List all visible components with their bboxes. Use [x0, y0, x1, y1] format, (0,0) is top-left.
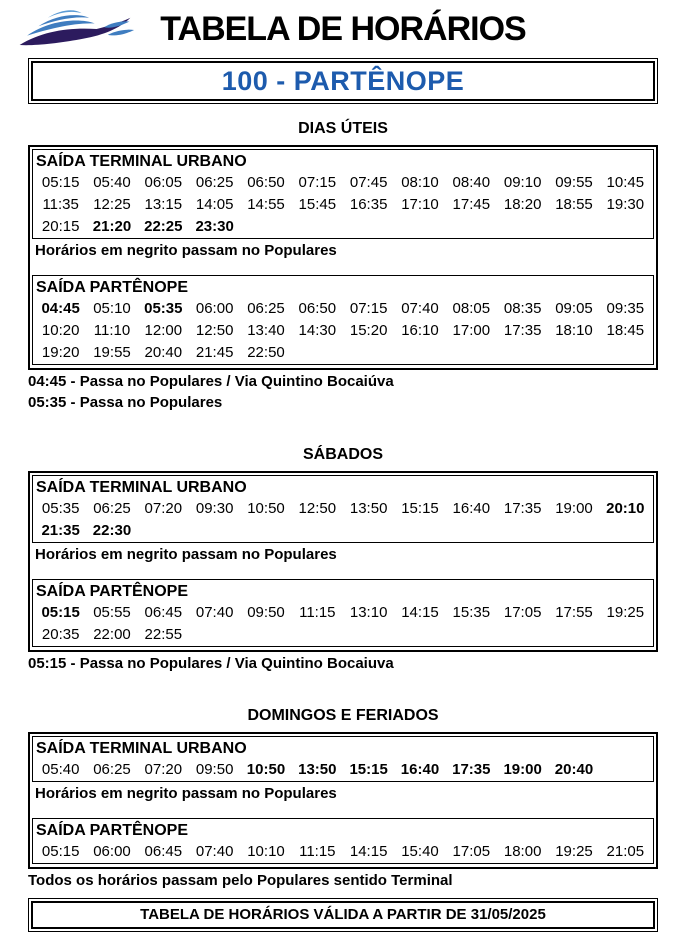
- time-cell: 07:20: [144, 761, 183, 778]
- time-row: [33, 194, 653, 216]
- time-cell: 15:35: [452, 604, 491, 621]
- time-row: [33, 498, 653, 520]
- time-cell: 22:25: [144, 218, 183, 235]
- time-row: [33, 172, 653, 194]
- time-cell: 06:45: [144, 843, 183, 860]
- time-cell: 21:05: [606, 843, 645, 860]
- time-cell: 08:10: [401, 174, 439, 191]
- time-cell: 07:40: [401, 300, 439, 317]
- time-cell: 17:00: [452, 322, 491, 339]
- departure-note: 04:45 - Passa no Populares / Via Quintino Bocaiúva: [28, 373, 394, 390]
- time-cell: 14:55: [247, 196, 285, 213]
- time-cell: 14:30: [298, 322, 337, 339]
- time-row: [33, 320, 653, 342]
- bold-times-note: Horários em negrito passam no Populares: [35, 546, 337, 563]
- time-cell: 13:10: [349, 604, 388, 621]
- time-cell: 05:15: [41, 843, 80, 860]
- route-label: 100 - PARTÊNOPE: [221, 66, 465, 96]
- time-cell: 05:15: [41, 604, 80, 621]
- time-cell: 16:40: [400, 761, 440, 778]
- section-heading: DIAS ÚTEIS: [298, 120, 388, 137]
- time-cell: 19:20: [41, 344, 80, 361]
- time-cell: 06:50: [298, 300, 337, 317]
- time-cell: 12:25: [93, 196, 131, 213]
- time-cell: 13:50: [298, 761, 337, 778]
- sections: [0, 104, 686, 890]
- time-cell: 12:00: [144, 322, 183, 339]
- time-cell: 06:05: [144, 174, 183, 191]
- time-cell: 05:40: [41, 761, 80, 778]
- bold-times-note: Horários em negrito passam no Populares: [35, 242, 337, 259]
- section-heading: SÁBADOS: [302, 446, 383, 463]
- time-cell: 22:50: [247, 344, 285, 361]
- table-title: SAÍDA TERMINAL URBANO: [36, 479, 247, 496]
- time-cell: 12:50: [195, 322, 234, 339]
- time-cell: 06:00: [195, 300, 234, 317]
- footer-box: [28, 898, 658, 932]
- departure-note: 05:15 - Passa no Populares / Via Quintino Bocaiuva: [28, 655, 394, 672]
- time-cell: 14:15: [401, 604, 439, 621]
- time-cell: 05:35: [144, 300, 183, 317]
- time-cell: 18:45: [606, 322, 645, 339]
- time-cell: 19:55: [93, 344, 131, 361]
- time-cell: 08:40: [452, 174, 491, 191]
- time-row: [33, 520, 653, 542]
- time-row: [33, 216, 653, 238]
- time-cell: 22:00: [93, 626, 131, 643]
- table-title: SAÍDA TERMINAL URBANO: [36, 153, 247, 170]
- time-cell: 15:45: [298, 196, 337, 213]
- time-cell: 16:35: [349, 196, 388, 213]
- time-cell: 06:25: [93, 761, 131, 778]
- time-cell: 05:40: [93, 174, 131, 191]
- time-cell: 07:15: [349, 300, 388, 317]
- time-row: [33, 602, 653, 624]
- time-cell: 13:40: [247, 322, 285, 339]
- time-cell: 11:15: [299, 843, 336, 860]
- time-cell: 17:45: [452, 196, 491, 213]
- timetable-saida-terminal-urbano: [32, 475, 654, 543]
- time-row: [33, 841, 653, 863]
- time-cell: 20:40: [144, 344, 183, 361]
- time-cell: 22:55: [144, 626, 183, 643]
- time-cell: 13:15: [144, 196, 183, 213]
- time-cell: 19:00: [555, 500, 593, 517]
- time-cell: 05:35: [41, 500, 80, 517]
- time-cell: 11:35: [42, 196, 79, 213]
- page-title: TABELA DE HORÁRIOS: [160, 10, 526, 48]
- time-cell: 15:15: [401, 500, 439, 517]
- time-cell: 09:55: [555, 174, 593, 191]
- time-cell: 10:10: [247, 843, 285, 860]
- time-cell: 06:25: [93, 500, 131, 517]
- table-title: SAÍDA TERMINAL URBANO: [36, 740, 247, 757]
- time-cell: 07:40: [195, 604, 234, 621]
- time-cell: 18:55: [555, 196, 593, 213]
- time-cell: 11:10: [93, 322, 131, 339]
- time-cell: 05:55: [93, 604, 131, 621]
- time-cell: 16:40: [452, 500, 491, 517]
- timetable-saida-terminal-urbano: [32, 736, 654, 782]
- time-cell: 19:30: [606, 196, 645, 213]
- time-row: [33, 624, 653, 646]
- time-cell: 14:15: [349, 843, 388, 860]
- day-box: [28, 145, 658, 370]
- time-cell: 09:10: [503, 174, 542, 191]
- time-cell: 06:50: [247, 174, 285, 191]
- spacer: [0, 890, 686, 896]
- section-domingos-e-feriados: [0, 707, 686, 890]
- time-cell: 17:35: [452, 761, 491, 778]
- day-box: [28, 732, 658, 869]
- time-cell: 15:40: [401, 843, 439, 860]
- time-cell: 10:50: [246, 761, 286, 778]
- time-cell: 04:45: [41, 300, 80, 317]
- time-cell: 20:15: [41, 218, 80, 235]
- section-sabados: [0, 446, 686, 673]
- time-cell: 19:00: [503, 761, 542, 778]
- table-title: SAÍDA PARTÊNOPE: [36, 822, 189, 839]
- time-cell: 10:45: [606, 174, 645, 191]
- time-cell: 09:35: [606, 300, 645, 317]
- time-cell: 09:05: [555, 300, 593, 317]
- time-cell: 06:25: [195, 174, 234, 191]
- timetable-saida-partenope: [32, 818, 654, 864]
- time-cell: 19:25: [606, 604, 645, 621]
- time-cell: 17:10: [401, 196, 439, 213]
- time-cell: 10:20: [41, 322, 80, 339]
- time-cell: 12:50: [298, 500, 337, 517]
- time-cell: 15:20: [349, 322, 388, 339]
- table-title: SAÍDA PARTÊNOPE: [36, 583, 189, 600]
- timetable-saida-partenope: [32, 579, 654, 647]
- table-title: SAÍDA PARTÊNOPE: [36, 279, 189, 296]
- validity-note: TABELA DE HORÁRIOS VÁLIDA A PARTIR DE 31/05/2025: [140, 906, 546, 923]
- time-cell: 22:30: [92, 522, 132, 539]
- time-cell: 15:15: [349, 761, 388, 778]
- time-cell: 09:30: [195, 500, 234, 517]
- time-cell: 13:50: [349, 500, 388, 517]
- time-cell: 06:00: [93, 843, 131, 860]
- time-row: [33, 759, 653, 781]
- time-cell: 21:20: [92, 218, 132, 235]
- route-box: [28, 58, 658, 104]
- time-cell: 10:50: [247, 500, 285, 517]
- time-cell: 05:15: [41, 174, 80, 191]
- page-header: [0, 0, 686, 56]
- time-cell: 16:10: [401, 322, 439, 339]
- time-row: [33, 298, 653, 320]
- time-cell: 18:20: [503, 196, 542, 213]
- timetable-saida-terminal-urbano: [32, 149, 654, 239]
- time-cell: 07:40: [195, 843, 234, 860]
- time-cell: 17:05: [452, 843, 491, 860]
- time-cell: 08:35: [503, 300, 542, 317]
- time-cell: 21:45: [195, 344, 234, 361]
- time-cell: 05:10: [93, 300, 131, 317]
- time-cell: 09:50: [247, 604, 285, 621]
- time-cell: 20:40: [554, 761, 594, 778]
- time-cell: 21:35: [41, 522, 80, 539]
- time-cell: 07:45: [349, 174, 388, 191]
- section-dias-uteis: [0, 120, 686, 412]
- time-cell: 20:10: [606, 500, 645, 517]
- time-cell: 06:45: [144, 604, 183, 621]
- day-box: [28, 471, 658, 652]
- time-cell: 14:05: [195, 196, 234, 213]
- bold-times-note: Horários em negrito passam no Populares: [35, 785, 337, 802]
- time-cell: 17:55: [555, 604, 593, 621]
- departure-note: 05:35 - Passa no Populares: [28, 394, 223, 411]
- time-cell: 20:35: [41, 626, 80, 643]
- time-cell: 18:00: [503, 843, 542, 860]
- time-cell: 09:50: [195, 761, 234, 778]
- departure-note: Todos os horários passam pelo Populares sentido Terminal: [28, 872, 453, 889]
- time-cell: 17:35: [503, 322, 542, 339]
- time-cell: 11:15: [299, 604, 336, 621]
- time-cell: 06:25: [247, 300, 285, 317]
- time-row: [33, 342, 653, 364]
- time-cell: 17:35: [503, 500, 542, 517]
- time-cell: 23:30: [195, 218, 234, 235]
- time-cell: 17:05: [503, 604, 542, 621]
- time-cell: 18:10: [555, 322, 593, 339]
- time-cell: 07:15: [298, 174, 337, 191]
- time-cell: 19:25: [555, 843, 593, 860]
- section-heading: DOMINGOS E FERIADOS: [247, 707, 439, 724]
- time-cell: 08:05: [452, 300, 491, 317]
- timetable-saida-partenope: [32, 275, 654, 365]
- time-cell: 07:20: [144, 500, 183, 517]
